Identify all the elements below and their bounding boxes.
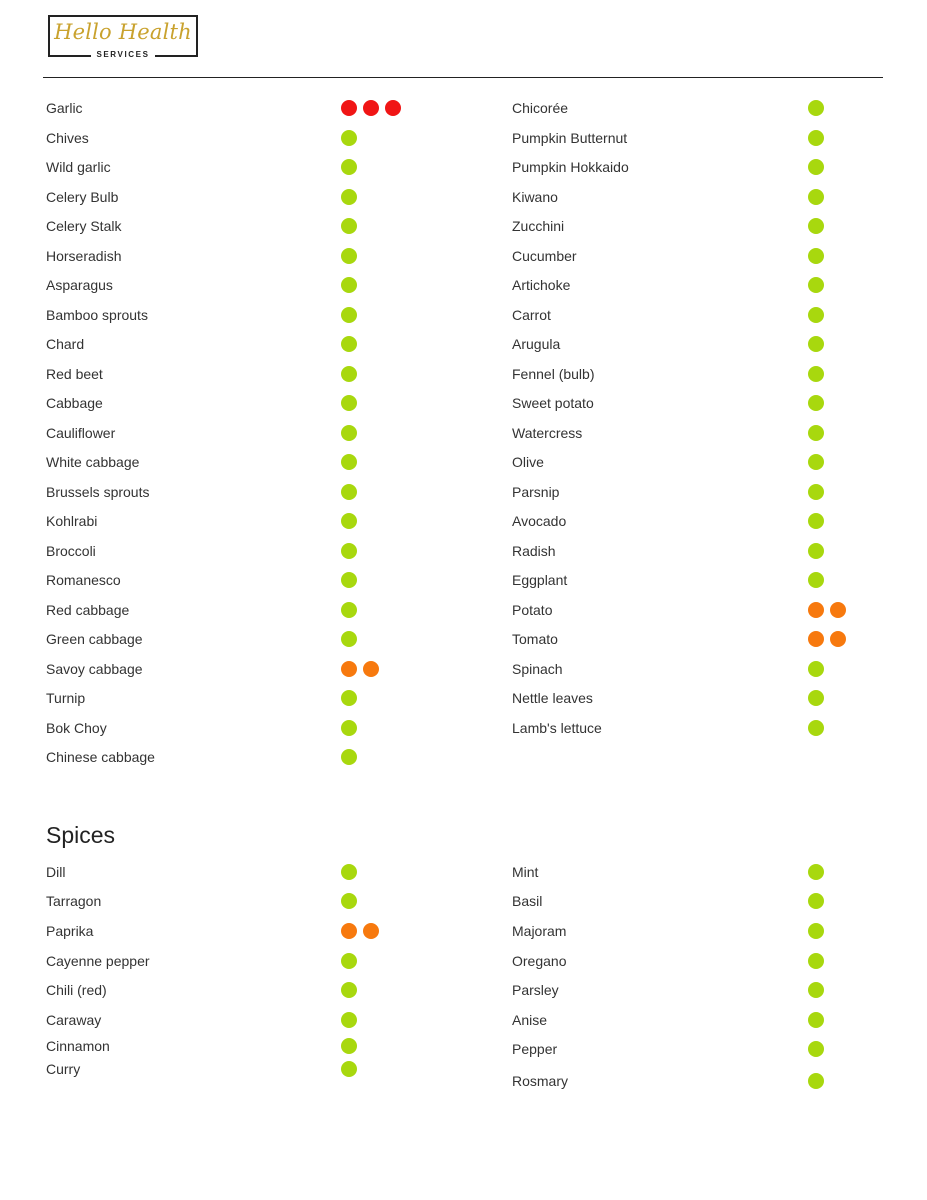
- rating-dot: [808, 572, 824, 588]
- item-name: Turnip: [46, 690, 86, 706]
- list-item: [46, 863, 426, 885]
- list-item: [512, 306, 892, 328]
- rating-dot: [341, 1061, 357, 1077]
- rating-dot: [808, 100, 824, 116]
- rating-dot: [808, 953, 824, 969]
- list-item: [512, 1072, 892, 1094]
- logo: [48, 15, 198, 57]
- rating-dot: [341, 248, 357, 264]
- rating-dot: [808, 189, 824, 205]
- item-name: Broccoli: [46, 542, 96, 559]
- rating-dot: [808, 1041, 824, 1057]
- rating-dot: [808, 661, 824, 677]
- list-item: [46, 217, 426, 239]
- item-name: Arugula: [512, 336, 561, 352]
- rating-dot: [808, 513, 824, 529]
- rating-dot: [341, 513, 357, 529]
- item-name: Radish: [512, 542, 556, 559]
- list-item: [512, 630, 892, 652]
- item-name: Kiwano: [512, 188, 558, 205]
- item-name: Kohlrabi: [46, 513, 98, 529]
- rating-dot: [341, 100, 357, 116]
- item-name: Cauliflower: [46, 424, 116, 441]
- list-item: [512, 483, 892, 505]
- rating-dot: [808, 130, 824, 146]
- rating-dot: [808, 1012, 824, 1028]
- rating-dot: [341, 923, 357, 939]
- item-name: Lamb's lettuce: [512, 719, 602, 736]
- list-item: [46, 981, 426, 1003]
- item-name: Bok Choy: [46, 719, 107, 736]
- item-name: Savoy cabbage: [46, 660, 143, 677]
- list-item: [46, 276, 426, 298]
- header-divider: [43, 77, 883, 78]
- item-name: Olive: [512, 454, 544, 470]
- rating-dot: [341, 366, 357, 382]
- item-name: Wild garlic: [46, 159, 111, 175]
- rating-dot: [341, 661, 357, 677]
- item-name: Pepper: [512, 1041, 558, 1057]
- list-item: [46, 719, 426, 741]
- item-name: Cucumber: [512, 247, 577, 264]
- item-name: Green cabbage: [46, 631, 143, 647]
- list-item: [512, 158, 892, 180]
- rating-dot: [808, 982, 824, 998]
- list-item: [512, 276, 892, 298]
- rating-dot: [341, 130, 357, 146]
- spices-section-title: Spices: [46, 822, 116, 848]
- item-name: Cinnamon: [46, 1038, 110, 1054]
- list-item: [512, 188, 892, 210]
- list-item: [46, 394, 426, 416]
- rating-dot: [341, 631, 357, 647]
- item-name: Bamboo sprouts: [46, 306, 148, 323]
- rating-dot: [830, 602, 846, 618]
- rating-dot: [341, 1012, 357, 1028]
- list-item: [512, 719, 892, 741]
- rating-dot: [808, 720, 824, 736]
- item-name: Potato: [512, 601, 553, 618]
- list-item: [46, 424, 426, 446]
- list-item: [46, 306, 426, 328]
- item-name: Chinese cabbage: [46, 749, 155, 765]
- item-name: Red cabbage: [46, 601, 130, 618]
- rating-dot: [808, 923, 824, 939]
- rating-dot: [808, 159, 824, 175]
- list-item: [512, 1011, 892, 1033]
- rating-dot: [341, 159, 357, 175]
- list-item: [512, 863, 892, 885]
- list-item: [512, 952, 892, 974]
- list-item: [512, 217, 892, 239]
- item-name: Watercress: [512, 424, 583, 441]
- item-name: Fennel (bulb): [512, 365, 595, 382]
- list-item: [46, 952, 426, 974]
- item-name: Dill: [46, 864, 66, 880]
- item-name: Pumpkin Hokkaido: [512, 159, 629, 175]
- item-name: Artichoke: [512, 277, 571, 293]
- rating-dot: [808, 277, 824, 293]
- item-name: Avocado: [512, 513, 567, 529]
- list-item: [512, 247, 892, 269]
- item-name: Sweet potato: [512, 395, 594, 411]
- rating-dot: [341, 425, 357, 441]
- rating-dot: [830, 631, 846, 647]
- rating-dot: [341, 864, 357, 880]
- list-item: [512, 335, 892, 357]
- rating-dot: [341, 953, 357, 969]
- list-item: [46, 512, 426, 534]
- item-name: Oregano: [512, 953, 567, 969]
- item-name: Chili (red): [46, 982, 107, 998]
- list-item: [46, 453, 426, 475]
- list-item: [46, 630, 426, 652]
- rating-dot: [363, 661, 379, 677]
- item-name: Eggplant: [512, 572, 568, 588]
- rating-dot: [808, 454, 824, 470]
- list-item: [46, 542, 426, 564]
- item-name: Cabbage: [46, 395, 103, 411]
- list-item: [46, 1060, 426, 1082]
- rating-dot: [808, 366, 824, 382]
- rating-dot: [341, 336, 357, 352]
- logo-subtitle: SERVICES: [91, 50, 154, 59]
- item-name: Chives: [46, 129, 89, 146]
- item-name: Paprika: [46, 923, 94, 939]
- item-name: Zucchini: [512, 218, 565, 234]
- item-name: Chard: [46, 336, 85, 352]
- item-name: White cabbage: [46, 454, 140, 470]
- rating-dot: [808, 218, 824, 234]
- rating-dot: [808, 690, 824, 706]
- list-item: [46, 247, 426, 269]
- item-name: Parsley: [512, 982, 559, 998]
- item-name: Carrot: [512, 306, 551, 323]
- item-name: Celery Bulb: [46, 188, 119, 205]
- item-name: Parsnip: [512, 483, 560, 500]
- list-item: [46, 689, 426, 711]
- item-name: Brussels sprouts: [46, 483, 150, 500]
- list-item: [46, 1011, 426, 1033]
- list-item: [46, 129, 426, 151]
- rating-dot: [341, 602, 357, 618]
- rating-dot: [341, 690, 357, 706]
- item-name: Caraway: [46, 1012, 102, 1028]
- rating-dot: [341, 277, 357, 293]
- list-item: [512, 394, 892, 416]
- list-item: [512, 571, 892, 593]
- item-name: Asparagus: [46, 277, 113, 293]
- list-item: [46, 483, 426, 505]
- rating-dot: [341, 1038, 357, 1054]
- rating-dot: [808, 631, 824, 647]
- rating-dot: [808, 893, 824, 909]
- rating-dot: [808, 336, 824, 352]
- rating-dot: [808, 602, 824, 618]
- rating-dot: [341, 982, 357, 998]
- list-item: [512, 892, 892, 914]
- rating-dot: [808, 484, 824, 500]
- item-name: Spinach: [512, 660, 563, 677]
- rating-dot: [341, 893, 357, 909]
- item-name: Mint: [512, 864, 539, 880]
- rating-dot: [808, 395, 824, 411]
- rating-dot: [341, 749, 357, 765]
- item-name: Horseradish: [46, 247, 122, 264]
- list-item: [46, 748, 426, 770]
- list-item: [512, 1040, 892, 1062]
- item-name: Garlic: [46, 100, 83, 116]
- rating-dot: [363, 100, 379, 116]
- list-item: [512, 601, 892, 623]
- rating-dot: [341, 720, 357, 736]
- rating-dot: [341, 189, 357, 205]
- list-item: [512, 689, 892, 711]
- list-item: [512, 981, 892, 1003]
- rating-dot: [808, 864, 824, 880]
- rating-dot: [385, 100, 401, 116]
- list-item: [512, 424, 892, 446]
- item-name: Pumpkin Butternut: [512, 129, 628, 146]
- list-item: [512, 453, 892, 475]
- rating-dot: [808, 248, 824, 264]
- item-name: Tarragon: [46, 893, 102, 909]
- rating-dot: [808, 425, 824, 441]
- rating-dot: [808, 543, 824, 559]
- rating-dot: [341, 395, 357, 411]
- rating-dot: [341, 307, 357, 323]
- rating-dot: [341, 572, 357, 588]
- rating-dot: [341, 218, 357, 234]
- list-item: [512, 512, 892, 534]
- list-item: [46, 1037, 426, 1059]
- item-name: Basil: [512, 893, 543, 909]
- rating-dot: [808, 1073, 824, 1089]
- list-item: [46, 158, 426, 180]
- list-item: [512, 922, 892, 944]
- list-item: [512, 129, 892, 151]
- rating-dot: [341, 454, 357, 470]
- list-item: [46, 365, 426, 387]
- list-item: [46, 660, 426, 682]
- rating-dot: [808, 307, 824, 323]
- rating-dot: [363, 923, 379, 939]
- list-item: [46, 601, 426, 623]
- logo-script-text: Hello Health: [54, 20, 192, 44]
- item-name: Curry: [46, 1061, 81, 1077]
- item-name: Celery Stalk: [46, 218, 122, 234]
- list-item: [46, 892, 426, 914]
- list-item: [46, 99, 426, 121]
- item-name: Red beet: [46, 365, 103, 382]
- rating-dot: [341, 543, 357, 559]
- item-name: Anise: [512, 1012, 548, 1028]
- list-item: [46, 335, 426, 357]
- item-name: Romanesco: [46, 572, 121, 588]
- item-name: Chicorée: [512, 100, 569, 116]
- list-item: [512, 365, 892, 387]
- item-name: Rosmary: [512, 1073, 569, 1089]
- item-name: Tomato: [512, 631, 558, 647]
- list-item: [512, 542, 892, 564]
- list-item: [46, 922, 426, 944]
- item-name: Nettle leaves: [512, 690, 593, 706]
- list-item: [46, 571, 426, 593]
- list-item: [46, 188, 426, 210]
- item-name: Cayenne pepper: [46, 953, 150, 969]
- item-name: Majoram: [512, 923, 567, 939]
- rating-dot: [341, 484, 357, 500]
- list-item: [512, 660, 892, 682]
- list-item: [512, 99, 892, 121]
